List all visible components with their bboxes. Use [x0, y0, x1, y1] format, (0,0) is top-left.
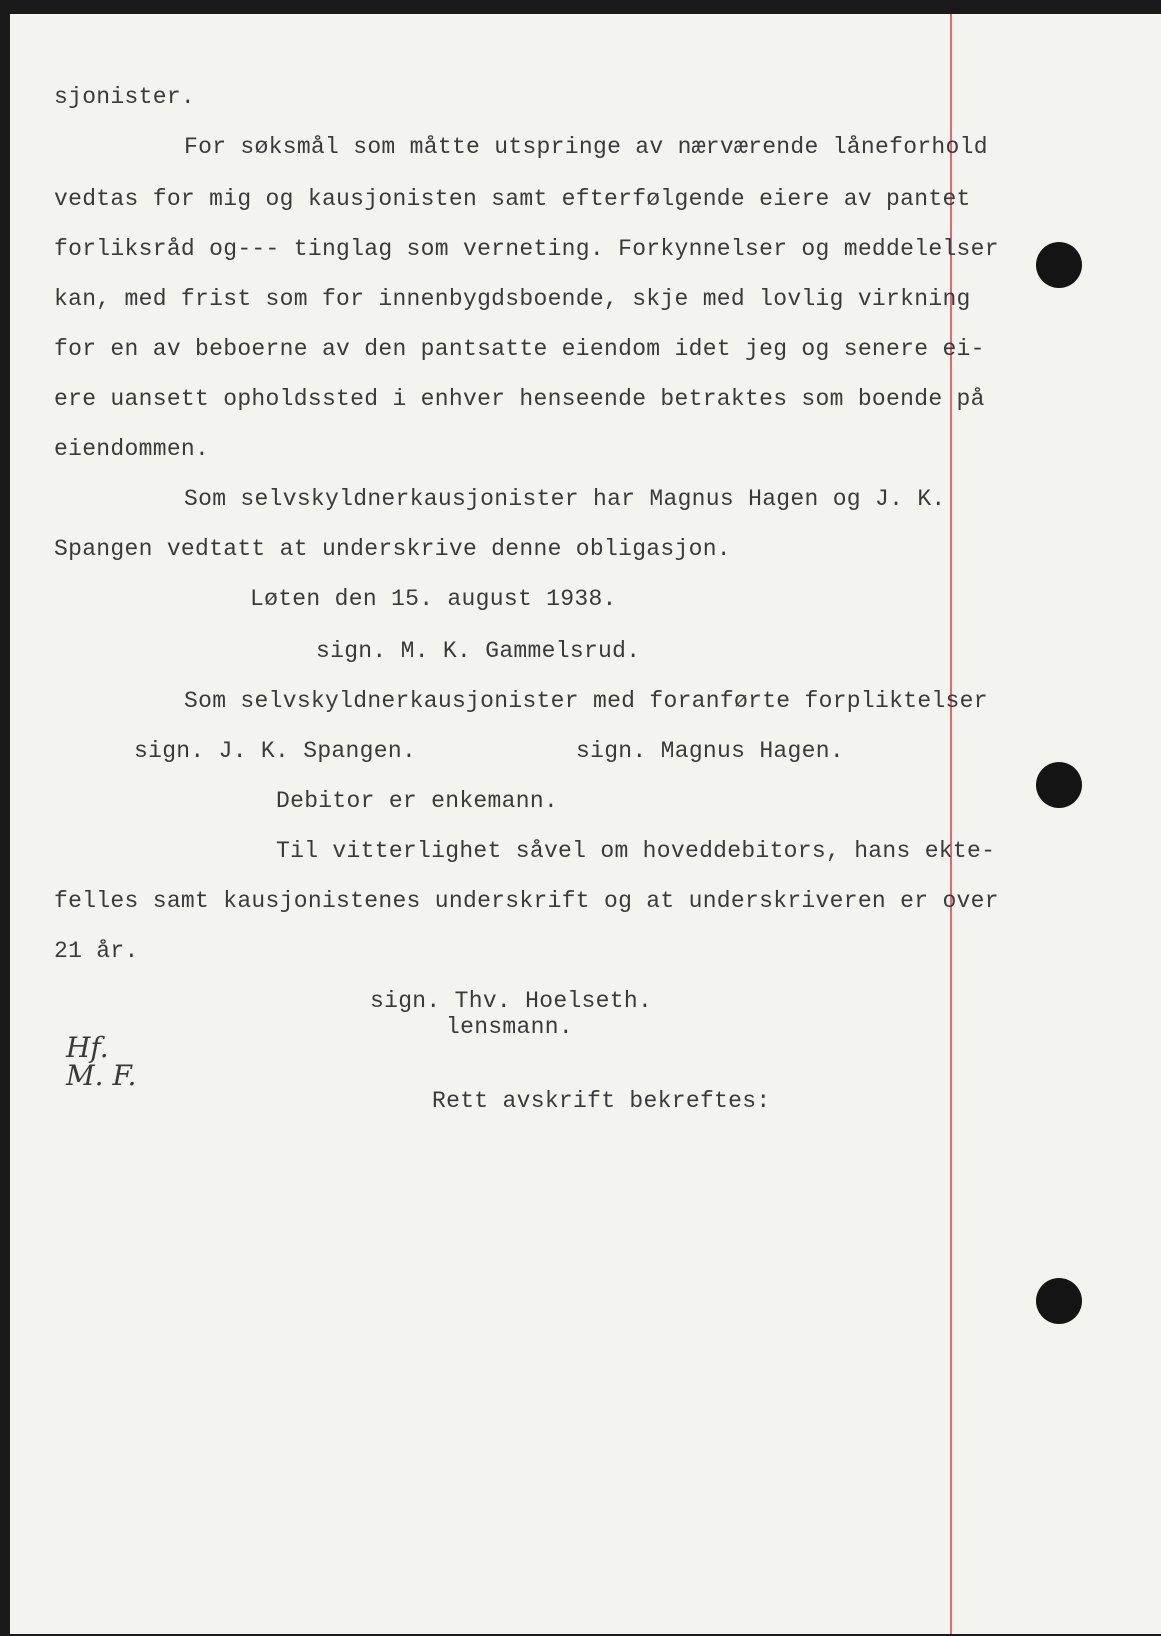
- text-line: for en av beboerne av den pantsatte eiendom idet jeg og senere ei-: [54, 336, 985, 362]
- certification-line: Rett avskrift bekreftes:: [432, 1088, 771, 1114]
- guarantor-signature: sign. Magnus Hagen.: [576, 738, 844, 764]
- witness-title: lensmann.: [446, 1014, 573, 1040]
- text-line: Debitor er enkemann.: [276, 788, 559, 814]
- text-line: ere uansett opholdssted i enhver henseende betraktes som boende på: [54, 386, 985, 412]
- text-line: eiendommen.: [54, 436, 210, 462]
- place-date: Løten den 15. august 1938.: [250, 586, 617, 612]
- text-line: Til vitterlighet såvel om hoveddebitors, hans ekte-: [276, 838, 996, 864]
- text-line: kan, med frist som for innenbygdsboende, skje med lovlig virkning: [54, 286, 971, 312]
- text-line: Spangen vedtatt at underskrive denne obligasjon.: [54, 536, 731, 562]
- punch-hole: [1036, 1278, 1082, 1324]
- text-line: Som selvskyldnerkausjonister har Magnus Hagen og J. K.: [184, 486, 946, 512]
- guarantor-signature: sign. J. K. Spangen.: [134, 738, 417, 764]
- punch-hole: [1036, 762, 1082, 808]
- debtor-signature: sign. M. K. Gammelsrud.: [316, 638, 641, 664]
- text-line: felles samt kausjonistenes underskrift og at underskriveren er over: [54, 888, 999, 914]
- punch-hole: [1036, 242, 1082, 288]
- text-line: Som selvskyldnerkausjonister med foranførte forpliktelser: [184, 688, 988, 714]
- text-line: vedtas for mig og kausjonisten samt efterfølgende eiere av pantet: [54, 186, 971, 212]
- text-line: forliksråd og--- tinglag som verneting. Forkynnelser og meddelelser: [54, 236, 999, 262]
- witness-signature: sign. Thv. Hoelseth.: [370, 988, 653, 1014]
- document-page: [10, 14, 1161, 1634]
- text-line: sjonister.: [54, 84, 196, 110]
- text-line: For søksmål som måtte utspringe av nærværende låneforhold: [184, 134, 988, 160]
- text-line: 21 år.: [54, 938, 139, 964]
- handwritten-margin-note: Hf. M. F.: [66, 1031, 137, 1092]
